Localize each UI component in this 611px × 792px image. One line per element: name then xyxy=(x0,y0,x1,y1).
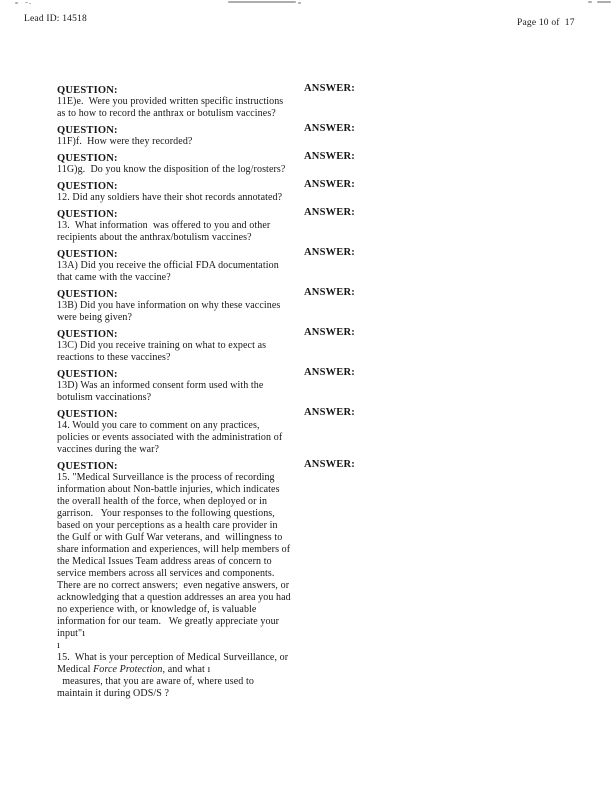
question-text-line: 11E)e. Were you provided written specific instructions xyxy=(57,96,284,107)
question-text-line: that came with the vaccine? xyxy=(57,272,171,283)
question-text-line: information about Non-battle injuries, which indicates xyxy=(57,484,280,495)
qa-label-row xyxy=(57,178,487,191)
question-label: QUESTION: xyxy=(57,329,118,340)
question-text-line: policies or events associated with the administration of xyxy=(57,432,283,443)
question-text-line: input"ı xyxy=(57,628,86,639)
question-label: QUESTION: xyxy=(57,409,118,420)
question-text-line: 15. What is your perception of Medical Surveillance, or xyxy=(57,652,289,663)
lead-id: Lead ID: 14518 xyxy=(24,14,87,24)
question-label: QUESTION: xyxy=(57,369,118,380)
scan-artifact xyxy=(25,2,28,3)
question-text-line: 13B) Did you have information on why these vaccines xyxy=(57,300,281,311)
qa-label-row xyxy=(57,122,487,135)
question-text-line: maintain it during ODS/S ? xyxy=(57,688,170,699)
answer-label: ANSWER: xyxy=(304,287,355,298)
question-lines xyxy=(57,300,487,324)
answer-label: ANSWER: xyxy=(304,123,355,134)
question-text-line: the Gulf or with Gulf War veterans, and willingness to xyxy=(57,532,283,543)
question-text-line: garrison. Your responses to the following questions, xyxy=(57,508,275,519)
question-lines xyxy=(57,472,487,700)
qa-block xyxy=(57,326,487,364)
question-lines xyxy=(57,136,487,148)
page-number: Page 10 of 17 xyxy=(517,18,575,28)
question-text-italic: Force Protection xyxy=(93,664,163,675)
qa-block xyxy=(57,122,487,148)
question-text-line: ı xyxy=(57,640,60,651)
question-text-line: recipients about the anthrax/botulism vaccines? xyxy=(57,232,252,243)
question-text-line: the overall health of the force, when deployed or in xyxy=(57,496,268,507)
question-text-line: reactions to these vaccines? xyxy=(57,352,171,363)
question-lines xyxy=(57,192,487,204)
qa-block xyxy=(57,82,487,120)
qa-label-row xyxy=(57,150,487,163)
question-label: QUESTION: xyxy=(57,461,118,472)
question-text-line: 11F)f. How were they recorded? xyxy=(57,136,193,147)
qa-block xyxy=(57,286,487,324)
question-text-line: vaccines during the war? xyxy=(57,444,160,455)
qa-block xyxy=(57,366,487,404)
qa-label-row xyxy=(57,366,487,379)
qa-label-row xyxy=(57,406,487,419)
question-text-line: were being given? xyxy=(57,312,133,323)
question-label: QUESTION: xyxy=(57,85,118,96)
answer-label: ANSWER: xyxy=(304,459,355,470)
qa-list xyxy=(57,82,487,702)
scan-artifact xyxy=(15,2,18,4)
qa-block xyxy=(57,246,487,284)
question-text-line: share information and experiences, will help members of xyxy=(57,544,291,555)
question-text-line: as to how to record the anthrax or botulism vaccines? xyxy=(57,108,276,119)
qa-block xyxy=(57,406,487,456)
answer-label: ANSWER: xyxy=(304,327,355,338)
question-lines xyxy=(57,380,487,404)
scan-artifact xyxy=(29,3,31,4)
qa-label-row xyxy=(57,206,487,219)
question-text-line: measures, that you are aware of, where used to xyxy=(57,676,254,687)
answer-label: ANSWER: xyxy=(304,151,355,162)
question-text-line: service members across all services and components. xyxy=(57,568,275,579)
question-text-line: botulism vaccinations? xyxy=(57,392,152,403)
qa-label-row xyxy=(57,326,487,339)
qa-block xyxy=(57,458,487,700)
question-lines xyxy=(57,340,487,364)
question-text-line: There are no correct answers; even negative answers, or xyxy=(57,580,290,591)
qa-block xyxy=(57,150,487,176)
answer-label: ANSWER: xyxy=(304,407,355,418)
question-text-line: no experience with, or knowledge of, is valuable xyxy=(57,604,257,615)
question-text-line: 12. Did any soldiers have their shot records annotated? xyxy=(57,192,283,203)
qa-label-row xyxy=(57,82,487,95)
question-lines xyxy=(57,164,487,176)
question-label: QUESTION: xyxy=(57,125,118,136)
scan-artifact xyxy=(597,1,611,3)
question-text-line: 15. "Medical Surveillance is the process of recording xyxy=(57,472,275,483)
scan-artifact xyxy=(228,1,296,3)
qa-block xyxy=(57,178,487,204)
question-label: QUESTION: xyxy=(57,249,118,260)
question-text-line: based on your perceptions as a health care provider in xyxy=(57,520,278,531)
question-lines xyxy=(57,420,487,456)
question-text-line: 14. Would you care to comment on any practices, xyxy=(57,420,260,431)
question-text-line: information for our team. We greatly appreciate your xyxy=(57,616,280,627)
answer-label: ANSWER: xyxy=(304,367,355,378)
question-text-part: , and what ı xyxy=(162,664,211,675)
question-label: QUESTION: xyxy=(57,153,118,164)
answer-label: ANSWER: xyxy=(304,179,355,190)
qa-label-row xyxy=(57,246,487,259)
scan-artifact xyxy=(588,1,592,3)
question-text-line: 11G)g. Do you know the disposition of the log/rosters? xyxy=(57,164,286,175)
question-lines xyxy=(57,220,487,244)
question-text-line xyxy=(57,664,487,676)
question-label: QUESTION: xyxy=(57,209,118,220)
qa-block xyxy=(57,206,487,244)
question-text-line: acknowledging that a question addresses an area you had xyxy=(57,592,291,603)
answer-label: ANSWER: xyxy=(304,247,355,258)
question-text-line: 13A) Did you receive the official FDA documentation xyxy=(57,260,279,271)
answer-label: ANSWER: xyxy=(304,83,355,94)
question-text-line: 13C) Did you receive training on what to expect as xyxy=(57,340,267,351)
qa-label-row xyxy=(57,458,487,471)
question-text-line: the Medical Issues Team address areas of concern to xyxy=(57,556,272,567)
question-lines xyxy=(57,96,487,120)
question-label: QUESTION: xyxy=(57,289,118,300)
question-text-line: 13D) Was an informed consent form used with the xyxy=(57,380,264,391)
question-label: QUESTION: xyxy=(57,181,118,192)
qa-label-row xyxy=(57,286,487,299)
question-text-part: Medical xyxy=(57,664,94,675)
question-lines xyxy=(57,260,487,284)
question-text-line: 13. What information was offered to you and other xyxy=(57,220,271,231)
answer-label: ANSWER: xyxy=(304,207,355,218)
scan-artifact xyxy=(298,2,301,4)
